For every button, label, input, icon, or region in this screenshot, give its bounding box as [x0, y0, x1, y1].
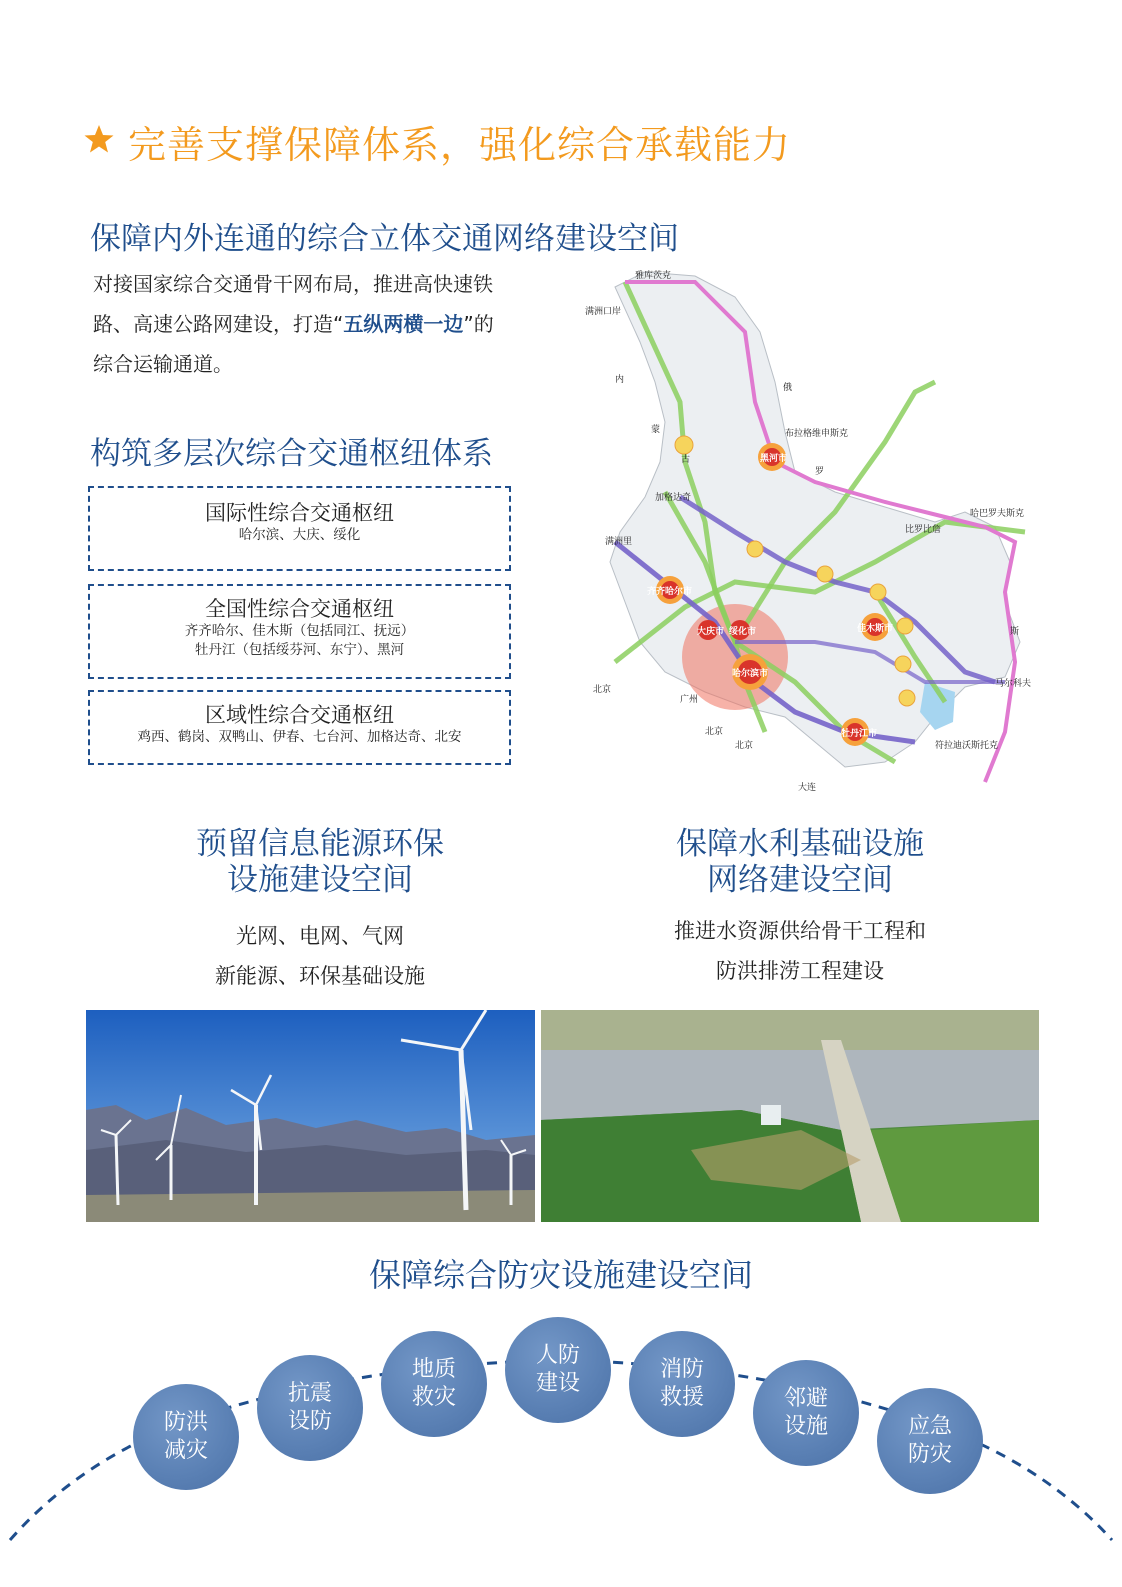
hub-box-international — [88, 486, 511, 571]
hub-box-national — [88, 584, 511, 679]
hub-title: 国际性综合交通枢纽 — [205, 501, 394, 525]
bubble-nimby-facilities: 邻避 设施 — [753, 1360, 859, 1466]
section-title-energy: 预留信息能源环保 设施建设空间 — [196, 826, 444, 898]
svg-text:比罗比詹: 比罗比詹 — [905, 525, 942, 535]
star-icon — [84, 124, 114, 154]
svg-text:斯: 斯 — [1010, 627, 1020, 637]
svg-text:绥化市: 绥化市 — [729, 627, 757, 637]
energy-description: 光网、电网、气网 新能源、环保基础设施 — [215, 924, 425, 988]
svg-text:布拉格维申斯克: 布拉格维申斯克 — [785, 429, 849, 439]
svg-text:满洲里: 满洲里 — [605, 537, 633, 547]
hub-title: 区域性综合交通枢纽 — [205, 703, 394, 727]
svg-text:罗: 罗 — [815, 467, 825, 477]
svg-text:大连: 大连 — [798, 783, 817, 792]
svg-text:蒙: 蒙 — [651, 425, 661, 435]
section-title-disaster: 保障综合防灾设施建设空间 — [368, 1256, 753, 1294]
svg-text:佳木斯市: 佳木斯市 — [857, 624, 894, 634]
svg-text:俄: 俄 — [783, 383, 793, 393]
svg-text:哈尔滨市: 哈尔滨市 — [732, 669, 769, 679]
svg-text:北京: 北京 — [593, 685, 612, 695]
bubble-emergency: 应急 防灾 — [877, 1388, 983, 1494]
wind-turbine-photo — [86, 1010, 535, 1222]
svg-text:哈巴罗夫斯克: 哈巴罗夫斯克 — [970, 509, 1025, 519]
svg-text:广州: 广州 — [680, 695, 699, 705]
bubble-geological: 地质 救灾 — [381, 1331, 487, 1437]
section-title-water: 保障水利基础设施 网络建设空间 — [676, 826, 924, 898]
bubble-earthquake: 抗震 设防 — [257, 1355, 363, 1461]
section-title-hubs: 构筑多层次综合交通枢纽体系 — [90, 436, 493, 472]
page-title: 完善支撑保障体系，强化综合承载能力 — [128, 123, 792, 167]
svg-text:符拉迪沃斯托克: 符拉迪沃斯托克 — [935, 741, 999, 751]
svg-text:大庆市: 大庆市 — [697, 627, 725, 637]
reservoir-photo — [541, 1010, 1039, 1222]
svg-text:牡丹江市: 牡丹江市 — [841, 729, 878, 739]
transport-map — [585, 262, 1040, 792]
hub-box-regional — [88, 690, 511, 765]
transport-paragraph: 对接国家综合交通骨干网布局，推进高快速铁路、高速公路网建设，打造“五纵两横一边”的综合运输通道。 — [93, 272, 494, 376]
svg-text:马尔科夫: 马尔科夫 — [995, 679, 1032, 689]
hub-cities: 牡丹江（包括绥芬河、东宁）、黑河 — [194, 642, 405, 658]
svg-text:雅库茨克: 雅库茨克 — [635, 271, 672, 281]
hub-title: 全国性综合交通枢纽 — [205, 597, 394, 621]
bubble-flood-prevention: 防洪 减灾 — [133, 1384, 239, 1490]
svg-text:北京: 北京 — [735, 741, 754, 751]
svg-text:齐齐哈尔市: 齐齐哈尔市 — [647, 587, 693, 597]
hub-cities: 哈尔滨、大庆、绥化 — [238, 527, 361, 543]
hub-cities: 齐齐哈尔、佳木斯（包括同江、抚远） — [184, 623, 415, 639]
section-title-transport: 保障内外连通的综合立体交通网络建设空间 — [90, 221, 679, 257]
svg-text:黑河市: 黑河市 — [760, 454, 788, 464]
water-description: 推进水资源供给骨干工程和 防洪排涝工程建设 — [674, 919, 926, 983]
svg-text:古: 古 — [681, 455, 691, 465]
svg-text:满洲口岸: 满洲口岸 — [585, 307, 622, 317]
bubble-civil-defense: 人防 建设 — [505, 1317, 611, 1423]
transport-emphasis: 五纵两横一边 — [343, 312, 464, 336]
svg-text:内: 内 — [615, 375, 625, 385]
svg-text:北京: 北京 — [705, 727, 724, 737]
hub-cities: 鸡西、鹤岗、双鸭山、伊春、七台河、加格达奇、北安 — [137, 729, 462, 745]
svg-text:加格达奇: 加格达奇 — [655, 493, 692, 503]
bubble-fire-rescue: 消防 救援 — [629, 1331, 735, 1437]
